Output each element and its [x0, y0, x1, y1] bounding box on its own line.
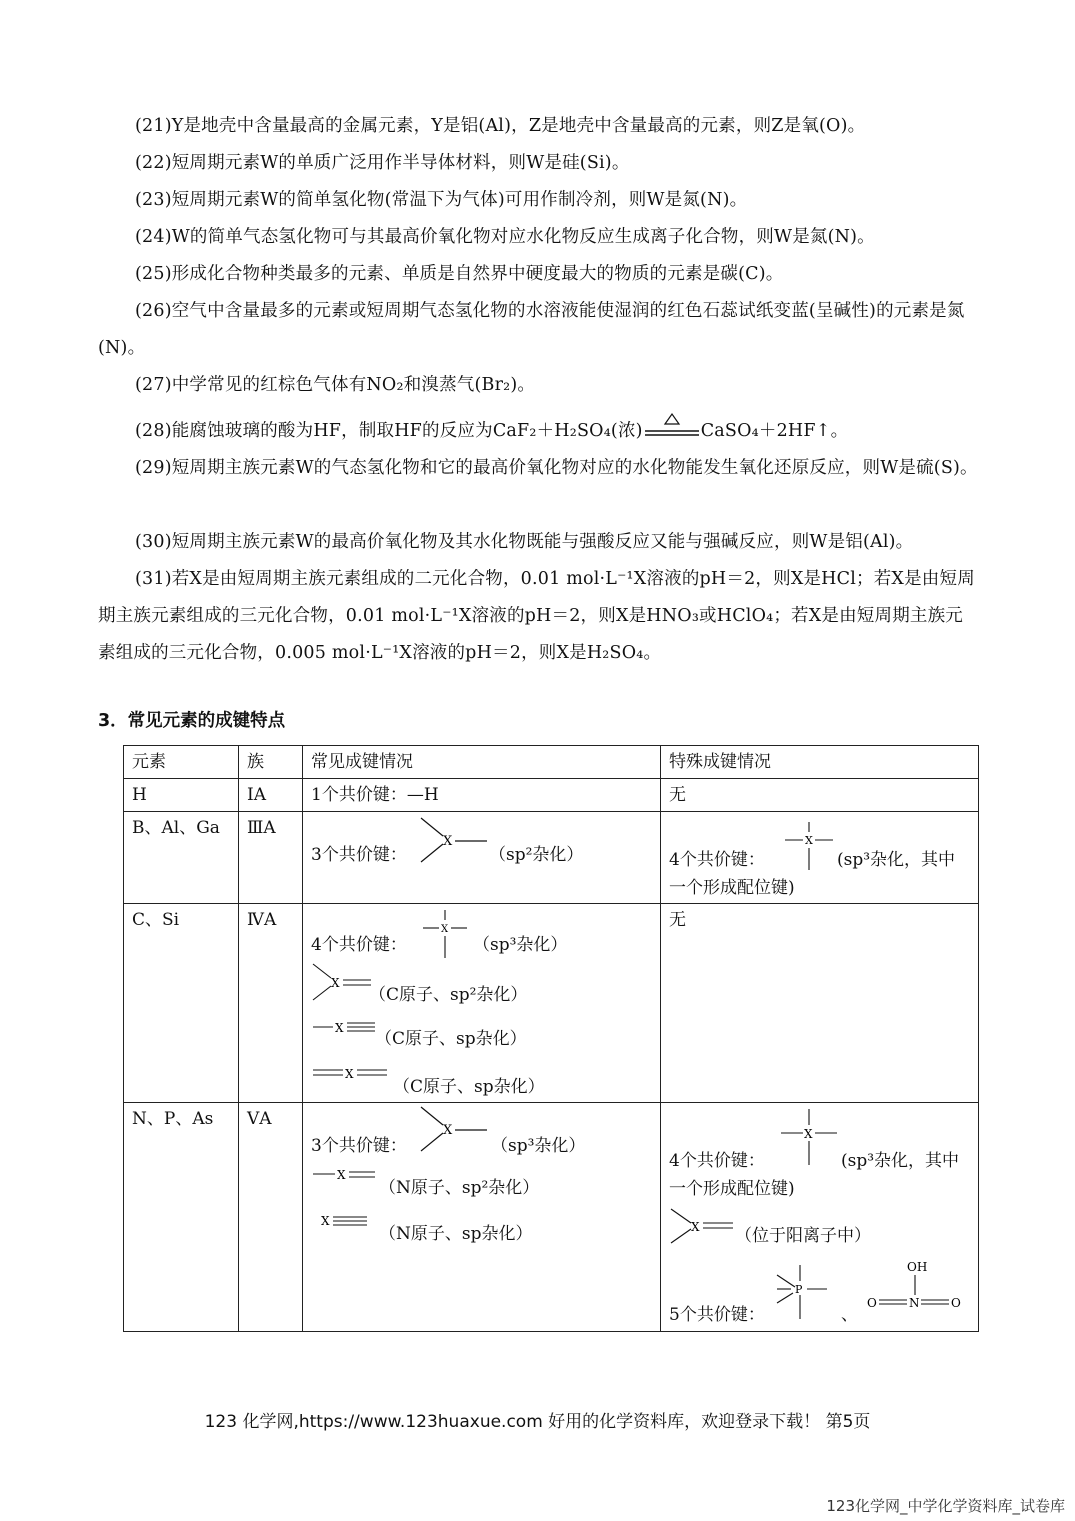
table-header-row [124, 746, 979, 779]
paragraph-31 [98, 561, 978, 672]
section-title: 3．常见元素的成键特点 [98, 711, 286, 731]
paragraph-26 [98, 293, 978, 367]
paragraph-text-b: CaSO₄＋2HF↑。 [700, 421, 849, 441]
triple-bond-icon [311, 1018, 377, 1038]
table-row [124, 904, 979, 1103]
paragraph-text: (30)短周期主族元素W的最高价氧化物及其水化物既能与强酸反应又能与强碱反应，则W是铝(Al)。 [135, 532, 914, 552]
paragraph-24 [98, 219, 978, 256]
cell-element: H [124, 779, 239, 812]
cell-special [661, 1103, 979, 1332]
atom-label: O [867, 1296, 877, 1310]
hybrid-text: （sp²杂化） [489, 845, 584, 865]
paragraph-text: (25)形成化合物种类最多的元素、单质是自然界中硬度最大的物质的元素是碳(C)。 [135, 264, 784, 284]
triple-bond-icon [319, 1211, 375, 1231]
paragraph-text: (23)短周期元素W的简单氢化物(常温下为气体)可用作制冷剂，则W是氮(N)。 [135, 190, 748, 210]
paragraph-21 [98, 108, 978, 145]
delta-arrow-icon [643, 412, 701, 442]
atom-label: X [337, 1168, 346, 1182]
paragraph-28 [98, 413, 978, 450]
hybrid-text: （C原子、sp杂化） [375, 1029, 527, 1049]
hybrid-text: （N原子、sp杂化） [379, 1224, 533, 1244]
trigonal-double-bond-icon [669, 1205, 737, 1247]
paragraph-text: (22)短周期元素W的单质广泛用作半导体材料，则W是硅(Si)。 [135, 153, 630, 173]
cell-special [661, 812, 979, 904]
paragraph-23 [98, 182, 978, 219]
paragraph-29 [98, 450, 978, 487]
bond-count-text: 3个共价键： [311, 1136, 407, 1156]
atom-label: X [443, 834, 453, 849]
cell-group: ⅣA [239, 904, 303, 1103]
paragraph-text-a: (28)能腐蚀玻璃的酸为HF，制取HF的反应为CaF₂＋H₂SO₄(浓) [135, 421, 643, 441]
note-text: （位于阳离子中） [735, 1226, 871, 1246]
cell-common [303, 904, 661, 1103]
watermark: 123化学网_中学化学资料库_试卷库 [826, 1497, 1065, 1515]
cell-group: ⅢA [239, 812, 303, 904]
cell-element: B、Al、Ga [124, 812, 239, 904]
bond-count-text: 3个共价键： [311, 845, 407, 865]
paragraph-25 [98, 256, 978, 293]
cell-group: ⅤA [239, 1103, 303, 1332]
atom-label: OH [907, 1260, 928, 1274]
atom-label: X [443, 1123, 453, 1138]
header-common: 常见成键情况 [303, 746, 661, 779]
atom-label: X [805, 834, 813, 847]
cell-special: 无 [661, 904, 979, 1103]
note-text: 一个形成配位键) [669, 878, 795, 898]
hybrid-text: （C原子、sp杂化） [393, 1077, 545, 1097]
paragraph-text: (29)短周期主族元素W的气态氢化物和它的最高价氧化物对应的水化物能发生氧化还原反应，则W是硫(S)。 [135, 458, 978, 478]
paragraph-text: (24)W的简单气态氢化物可与其最高价氧化物对应水化物反应生成离子化合物，则W是氮(N)。 [135, 227, 875, 247]
header-group: 族 [239, 746, 303, 779]
pyramidal-bond-icon [419, 1105, 499, 1155]
bonding-table [123, 745, 979, 1332]
cell-common: 1个共价键：—H [303, 779, 661, 812]
page-footer: 123 化学网,https://www.123huaxue.com 好用的化学资料库，欢迎登录下载！ 第5页 [204, 1412, 871, 1432]
bond-count-text: 4个共价键： [669, 850, 765, 870]
paragraph-22 [98, 145, 978, 182]
trigonal-bond-icon [419, 816, 499, 866]
tetrahedral-bond-icon [781, 820, 841, 876]
bond-count-text: 4个共价键： [669, 1151, 765, 1171]
nitric-acid-structure-icon [865, 1259, 969, 1323]
double-bond-icon [311, 1165, 377, 1185]
atom-label: O [951, 1296, 961, 1310]
table-row [124, 1103, 979, 1332]
pentavalent-p-icon [771, 1263, 829, 1323]
cumulated-double-bond-icon [311, 1064, 391, 1084]
cell-special: 无 [661, 779, 979, 812]
paragraph-text: (27)中学常见的红棕色气体有NO₂和溴蒸气(Br₂)。 [135, 375, 536, 395]
atom-label: X [331, 976, 340, 990]
cell-element: C、Si [124, 904, 239, 1103]
table-row [124, 779, 979, 812]
note-text: 一个形成配位键) [669, 1179, 795, 1199]
tetrahedral-bond-icon [421, 908, 471, 960]
trigonal-double-bond-icon [311, 962, 375, 1004]
atom-label: P [795, 1283, 803, 1296]
bond-count-text: 4个共价键： [311, 935, 407, 955]
heating-equals-sign [643, 422, 701, 442]
hybrid-text: （sp³杂化） [473, 935, 568, 955]
cell-element: N、P、As [124, 1103, 239, 1332]
atom-label: X [321, 1214, 330, 1228]
atom-label: X [804, 1127, 813, 1141]
atom-label: N [909, 1296, 920, 1310]
hybrid-text: (sp³杂化，其中 [841, 1151, 960, 1171]
hybrid-text: （C原子、sp²杂化） [369, 985, 528, 1005]
bond-count-text: 5个共价键： [669, 1305, 765, 1325]
atom-label: X [335, 1021, 344, 1035]
cell-common [303, 812, 661, 904]
atom-label: X [345, 1067, 354, 1081]
cell-group: ⅠA [239, 779, 303, 812]
paragraph-text: (26)空气中含量最多的元素或短周期气态氢化物的水溶液能使湿润的红色石蕊试纸变蓝(呈碱性)的元素是氮(N)。 [98, 301, 965, 358]
separator-text: 、 [841, 1305, 858, 1325]
hybrid-text: （N原子、sp²杂化） [379, 1178, 540, 1198]
atom-label: X [441, 924, 449, 935]
paragraph-text: (31)若X是由短周期主族元素组成的二元化合物，0.01 mol·L⁻¹X溶液的pH＝2，则X是HCl；若X是由短周期主族元素组成的三元化合物，0.01 mol·L⁻¹X溶液的pH＝2，则X是HNO₃或HClO₄；若X是由短周期主族元素组成的三元化合物，0.005 mol·L⁻¹X溶液的pH＝2，则X是H₂SO₄。 [98, 569, 975, 663]
header-special: 特殊成键情况 [661, 746, 979, 779]
paragraph-27 [98, 367, 978, 404]
paragraph-text: (21)Y是地壳中含量最高的金属元素，Y是铝(Al)，Z是地壳中含量最高的元素，则Z是氧(O)。 [135, 116, 866, 136]
hybrid-text: （sp³杂化） [491, 1136, 586, 1156]
header-element: 元素 [124, 746, 239, 779]
hybrid-text: (sp³杂化，其中 [837, 850, 956, 870]
table-row [124, 812, 979, 904]
atom-label: X [691, 1220, 700, 1234]
cell-common [303, 1103, 661, 1332]
paragraph-30 [98, 524, 978, 561]
tetrahedral-bond-icon [777, 1107, 843, 1169]
